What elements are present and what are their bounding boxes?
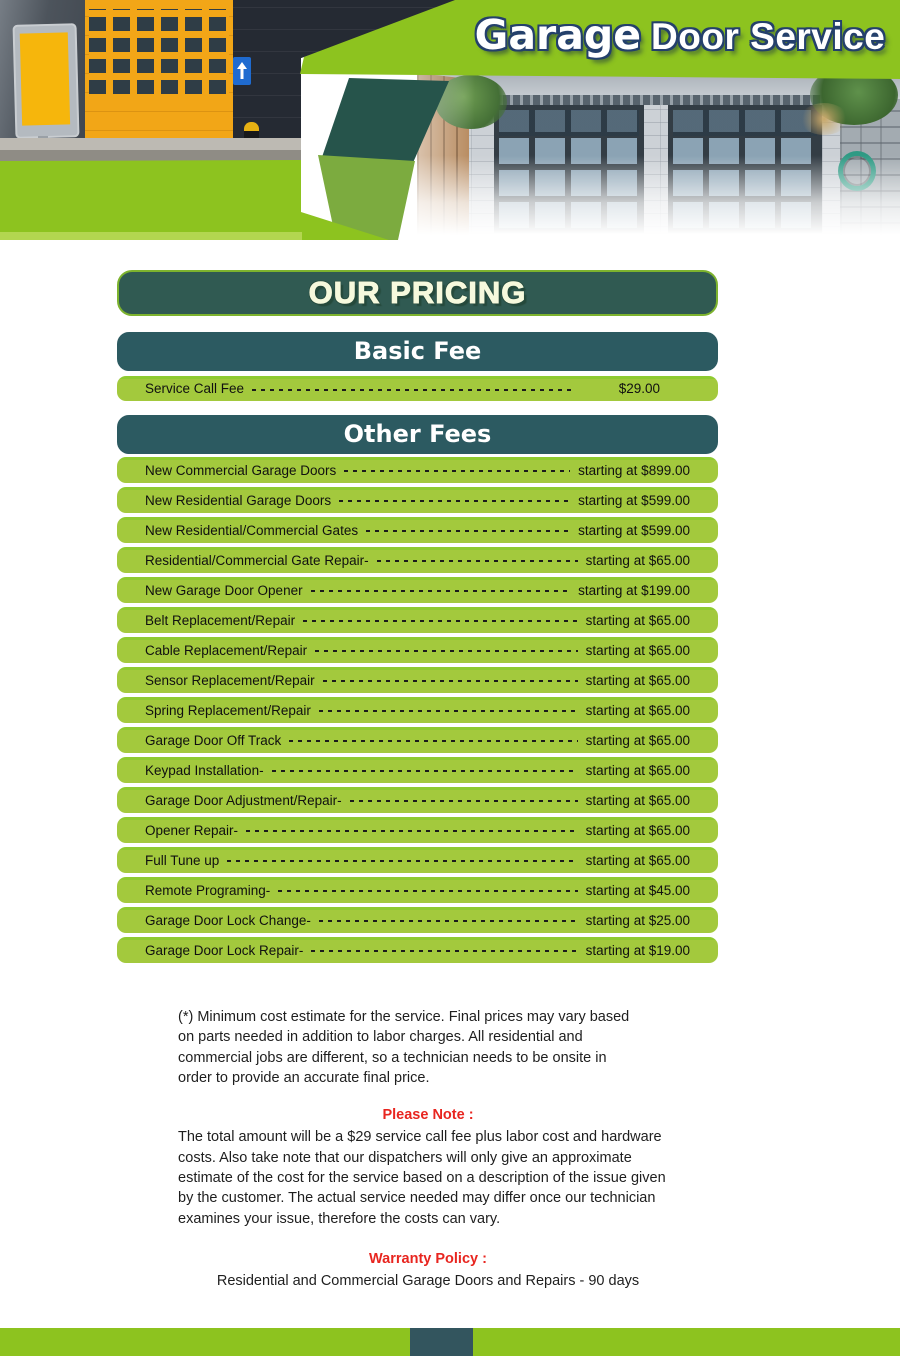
header-banner bbox=[0, 0, 900, 240]
fee-label: Opener Repair- bbox=[145, 822, 239, 838]
dashed-leader bbox=[246, 830, 578, 832]
fee-price: starting at $45.00 bbox=[585, 882, 690, 898]
footer-accent-square bbox=[410, 1328, 473, 1356]
residential-garage-photo bbox=[417, 71, 900, 240]
fee-row bbox=[117, 577, 718, 603]
dashed-leader bbox=[252, 389, 571, 391]
fee-price: starting at $65.00 bbox=[585, 672, 690, 688]
fee-row bbox=[117, 877, 718, 903]
fee-row bbox=[117, 907, 718, 933]
fee-row-basic bbox=[117, 376, 718, 401]
fee-label: Service Call Fee bbox=[145, 381, 245, 396]
fee-label: Sensor Replacement/Repair bbox=[145, 672, 315, 688]
dashed-leader bbox=[311, 590, 571, 592]
our-pricing-title: OUR PRICING bbox=[308, 275, 527, 310]
fee-price: starting at $199.00 bbox=[578, 582, 690, 598]
fee-row bbox=[117, 547, 718, 573]
yellow-sign-face bbox=[20, 32, 70, 125]
fee-price: starting at $25.00 bbox=[585, 912, 690, 928]
arrow-stem bbox=[241, 68, 244, 79]
fee-price: starting at $65.00 bbox=[585, 612, 690, 628]
fee-row bbox=[117, 847, 718, 873]
other-fees-header bbox=[117, 415, 718, 454]
fee-label: Full Tune up bbox=[145, 852, 220, 868]
notes-section bbox=[178, 1007, 678, 1292]
fee-label: Residential/Commercial Gate Repair- bbox=[145, 552, 369, 568]
basic-fee-header bbox=[117, 332, 718, 371]
fee-row bbox=[117, 697, 718, 723]
fee-price: starting at $65.00 bbox=[585, 792, 690, 808]
dashed-leader bbox=[377, 560, 578, 562]
fee-price: starting at $65.00 bbox=[585, 552, 690, 568]
title-words-door-service: Door Service bbox=[651, 16, 886, 57]
fee-label: New Residential/Commercial Gates bbox=[145, 522, 359, 538]
fee-row bbox=[117, 637, 718, 663]
our-pricing-header bbox=[117, 270, 718, 316]
please-note-heading: Please Note : bbox=[382, 1107, 474, 1124]
other-fees-heading: Other Fees bbox=[343, 420, 492, 448]
pricing-section bbox=[117, 270, 718, 967]
fee-price: starting at $65.00 bbox=[585, 642, 690, 658]
garage-door-windows bbox=[89, 9, 229, 94]
dashed-leader bbox=[303, 620, 578, 622]
yellow-sign-board bbox=[13, 23, 80, 139]
fee-price: starting at $65.00 bbox=[585, 732, 690, 748]
dashed-leader bbox=[319, 920, 578, 922]
disclaimer-text: (*) Minimum cost estimate for the service. Final prices may vary based on parts needed in addition to labor charges. All residential and commercial jobs are different, so a technician needs to be onsite in order to provide an accurate final price. bbox=[178, 1009, 630, 1086]
dashed-leader bbox=[278, 890, 577, 892]
fee-label: New Residential Garage Doors bbox=[145, 492, 332, 508]
dashed-leader bbox=[323, 680, 578, 682]
fee-label: Garage Door Lock Repair- bbox=[145, 942, 304, 958]
fee-price: starting at $899.00 bbox=[578, 462, 690, 478]
dashed-leader bbox=[227, 860, 577, 862]
fee-price: starting at $599.00 bbox=[578, 492, 690, 508]
footer-bar bbox=[0, 1328, 900, 1356]
fee-price: starting at $65.00 bbox=[585, 762, 690, 778]
fee-row bbox=[117, 937, 718, 963]
dashed-leader bbox=[289, 740, 577, 742]
fee-price: $29.00 bbox=[618, 381, 660, 396]
fee-row bbox=[117, 517, 718, 543]
fee-label: Garage Door Off Track bbox=[145, 732, 282, 748]
photo-fade-overlay bbox=[417, 71, 900, 240]
dashed-leader bbox=[315, 650, 578, 652]
dashed-leader bbox=[344, 470, 570, 472]
page-title bbox=[468, 11, 892, 59]
fee-label: Keypad Installation- bbox=[145, 762, 264, 778]
fee-price: starting at $599.00 bbox=[578, 522, 690, 538]
fee-price: starting at $19.00 bbox=[585, 942, 690, 958]
fee-label: Cable Replacement/Repair bbox=[145, 642, 308, 658]
fee-row bbox=[117, 757, 718, 783]
fee-label: Belt Replacement/Repair bbox=[145, 612, 296, 628]
title-word-garage: Garage bbox=[474, 11, 642, 59]
warranty-policy-body: Residential and Commercial Garage Doors and Repairs - 90 days bbox=[216, 1273, 640, 1290]
fee-label: New Commercial Garage Doors bbox=[145, 462, 337, 478]
fee-row bbox=[117, 787, 718, 813]
fee-label: Spring Replacement/Repair bbox=[145, 702, 311, 718]
basic-fee-heading: Basic Fee bbox=[353, 337, 482, 365]
fee-row bbox=[117, 457, 718, 483]
fee-row bbox=[117, 667, 718, 693]
dashed-leader bbox=[311, 950, 577, 952]
green-band-highlight bbox=[0, 232, 302, 240]
please-note-body: The total amount will be a $29 service call fee plus labor cost and hardware costs. Also take note that our dispatchers will only give an approximate estimate of the cost for the service based on a description of the issue given by the customer. The actual service needed may differ once our technician examines your issue, therefore the costs can vary. bbox=[178, 1129, 666, 1227]
fee-row bbox=[117, 817, 718, 843]
fee-label: Garage Door Lock Change- bbox=[145, 912, 311, 928]
dashed-leader bbox=[366, 530, 570, 532]
fee-label: Garage Door Adjustment/Repair- bbox=[145, 792, 342, 808]
dashed-leader bbox=[272, 770, 578, 772]
fee-price: starting at $65.00 bbox=[585, 852, 690, 868]
up-arrow-sign-icon bbox=[233, 57, 251, 85]
fee-row bbox=[117, 487, 718, 513]
fee-label: Remote Programing- bbox=[145, 882, 271, 898]
fee-price: starting at $65.00 bbox=[585, 702, 690, 718]
warranty-policy-heading: Warranty Policy : bbox=[369, 1250, 487, 1267]
fee-row bbox=[117, 607, 718, 633]
fee-label: New Garage Door Opener bbox=[145, 582, 303, 598]
dashed-leader bbox=[339, 500, 570, 502]
dashed-leader bbox=[350, 800, 578, 802]
fee-row bbox=[117, 727, 718, 753]
dashed-leader bbox=[319, 710, 578, 712]
fee-price: starting at $65.00 bbox=[585, 822, 690, 838]
yellow-garage-door-image bbox=[85, 0, 233, 150]
